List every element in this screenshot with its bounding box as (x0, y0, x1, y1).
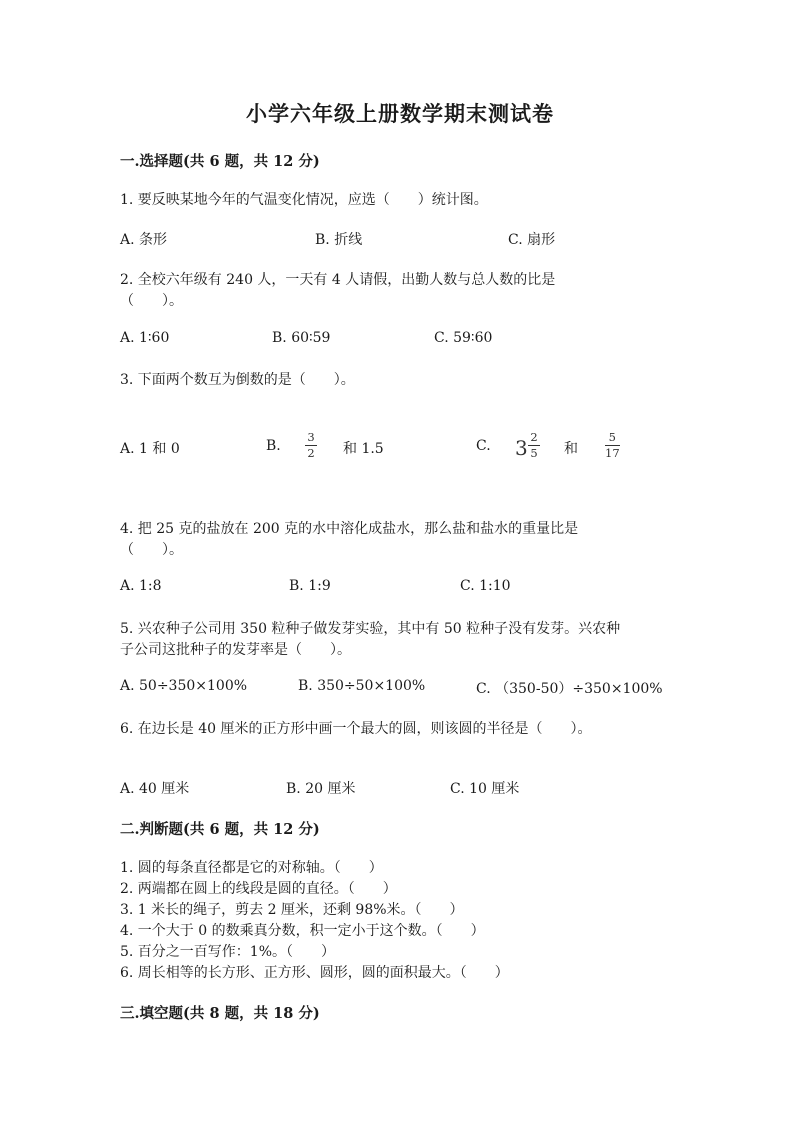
question-1-stem: 1. 要反映某地今年的气温变化情况，应选（ ）统计图。 (120, 192, 488, 208)
question-2-option-c: C. 59∶60 (434, 330, 493, 346)
question-3-option-b-label: B. (266, 438, 281, 454)
section-heading-judgement: 二.判断题(共 6 题，共 12 分) (120, 821, 320, 838)
question-2-option-a: A. 1∶60 (120, 330, 170, 346)
fraction-numerator: 5 (608, 430, 616, 444)
section-heading-fill-blank: 三.填空题(共 8 题，共 18 分) (120, 1005, 320, 1022)
question-6-option-a: A. 40 厘米 (120, 781, 190, 797)
question-1-option-c: C. 扇形 (508, 232, 556, 248)
question-4-option-a: A. 1:8 (120, 578, 162, 594)
fraction-denominator: 2 (307, 446, 315, 460)
question-4-stem-line1: 4. 把 25 克的盐放在 200 克的水中溶化成盐水，那么盐和盐水的重量比是 (120, 521, 579, 537)
question-3-stem: 3. 下面两个数互为倒数的是（ ）。 (120, 372, 355, 388)
question-3-option-a: A. 1 和 0 (120, 441, 180, 457)
question-6-option-c: C. 10 厘米 (450, 781, 520, 797)
question-5-option-a: A. 50÷350×100% (120, 678, 248, 694)
judgement-item-5: 5. 百分之一百写作：1%。（ ） (120, 944, 336, 960)
judgement-item-6: 6. 周长相等的长方形、正方形、圆形，圆的面积最大。（ ） (120, 965, 509, 981)
question-1-option-b: B. 折线 (315, 232, 363, 248)
question-6-stem: 6. 在边长是 40 厘米的正方形中画一个最大的圆，则该圆的半径是（ ）。 (120, 721, 592, 737)
question-4-stem-line2: （ ）。 (120, 542, 183, 558)
question-2-option-b: B. 60∶59 (272, 330, 331, 346)
question-3-option-b-and: 和 1.5 (343, 441, 384, 457)
fraction-numerator: 2 (530, 430, 538, 444)
question-3-option-c-fraction-2 (605, 431, 620, 460)
question-6-option-b: B. 20 厘米 (286, 781, 356, 797)
question-3-option-c-label: C. (476, 438, 491, 454)
judgement-item-3: 3. 1 米长的绳子，剪去 2 厘米，还剩 98%米。（ ） (120, 902, 464, 918)
section-heading-choice: 一.选择题(共 6 题，共 12 分) (120, 153, 320, 170)
question-4-option-b: B. 1:9 (289, 578, 331, 594)
question-3-option-c-whole: 3 (515, 436, 528, 460)
question-5-stem-line1: 5. 兴农种子公司用 350 粒种子做发芽实验，其中有 50 粒种子没有发芽。兴农种 (120, 621, 621, 637)
question-2-stem-line1: 2. 全校六年级有 240 人，一天有 4 人请假，出勤人数与总人数的比是 (120, 272, 556, 288)
exam-title: 小学六年级上册数学期末测试卷 (246, 101, 554, 126)
question-5-option-c: C. （350-50）÷350×100% (476, 681, 663, 697)
question-5-option-b: B. 350÷50×100% (298, 678, 426, 694)
question-5-stem-line2: 子公司这批种子的发芽率是（ ）。 (120, 642, 351, 658)
question-2-stem-line2: （ ）。 (120, 293, 183, 309)
fraction-numerator: 3 (307, 430, 315, 444)
question-3-option-b-fraction (305, 431, 317, 460)
judgement-item-2: 2. 两端都在圆上的线段是圆的直径。（ ） (120, 881, 397, 897)
question-3-option-c-fraction-1 (528, 431, 540, 460)
question-3-option-c-and: 和 (564, 441, 578, 457)
judgement-item-1: 1. 圆的每条直径都是它的对称轴。（ ） (120, 860, 383, 876)
question-1-option-a: A. 条形 (120, 232, 168, 248)
judgement-item-4: 4. 一个大于 0 的数乘真分数，积一定小于这个数。（ ） (120, 923, 485, 939)
fraction-denominator: 5 (530, 446, 538, 460)
fraction-denominator: 17 (605, 446, 620, 460)
question-4-option-c: C. 1:10 (460, 578, 511, 594)
